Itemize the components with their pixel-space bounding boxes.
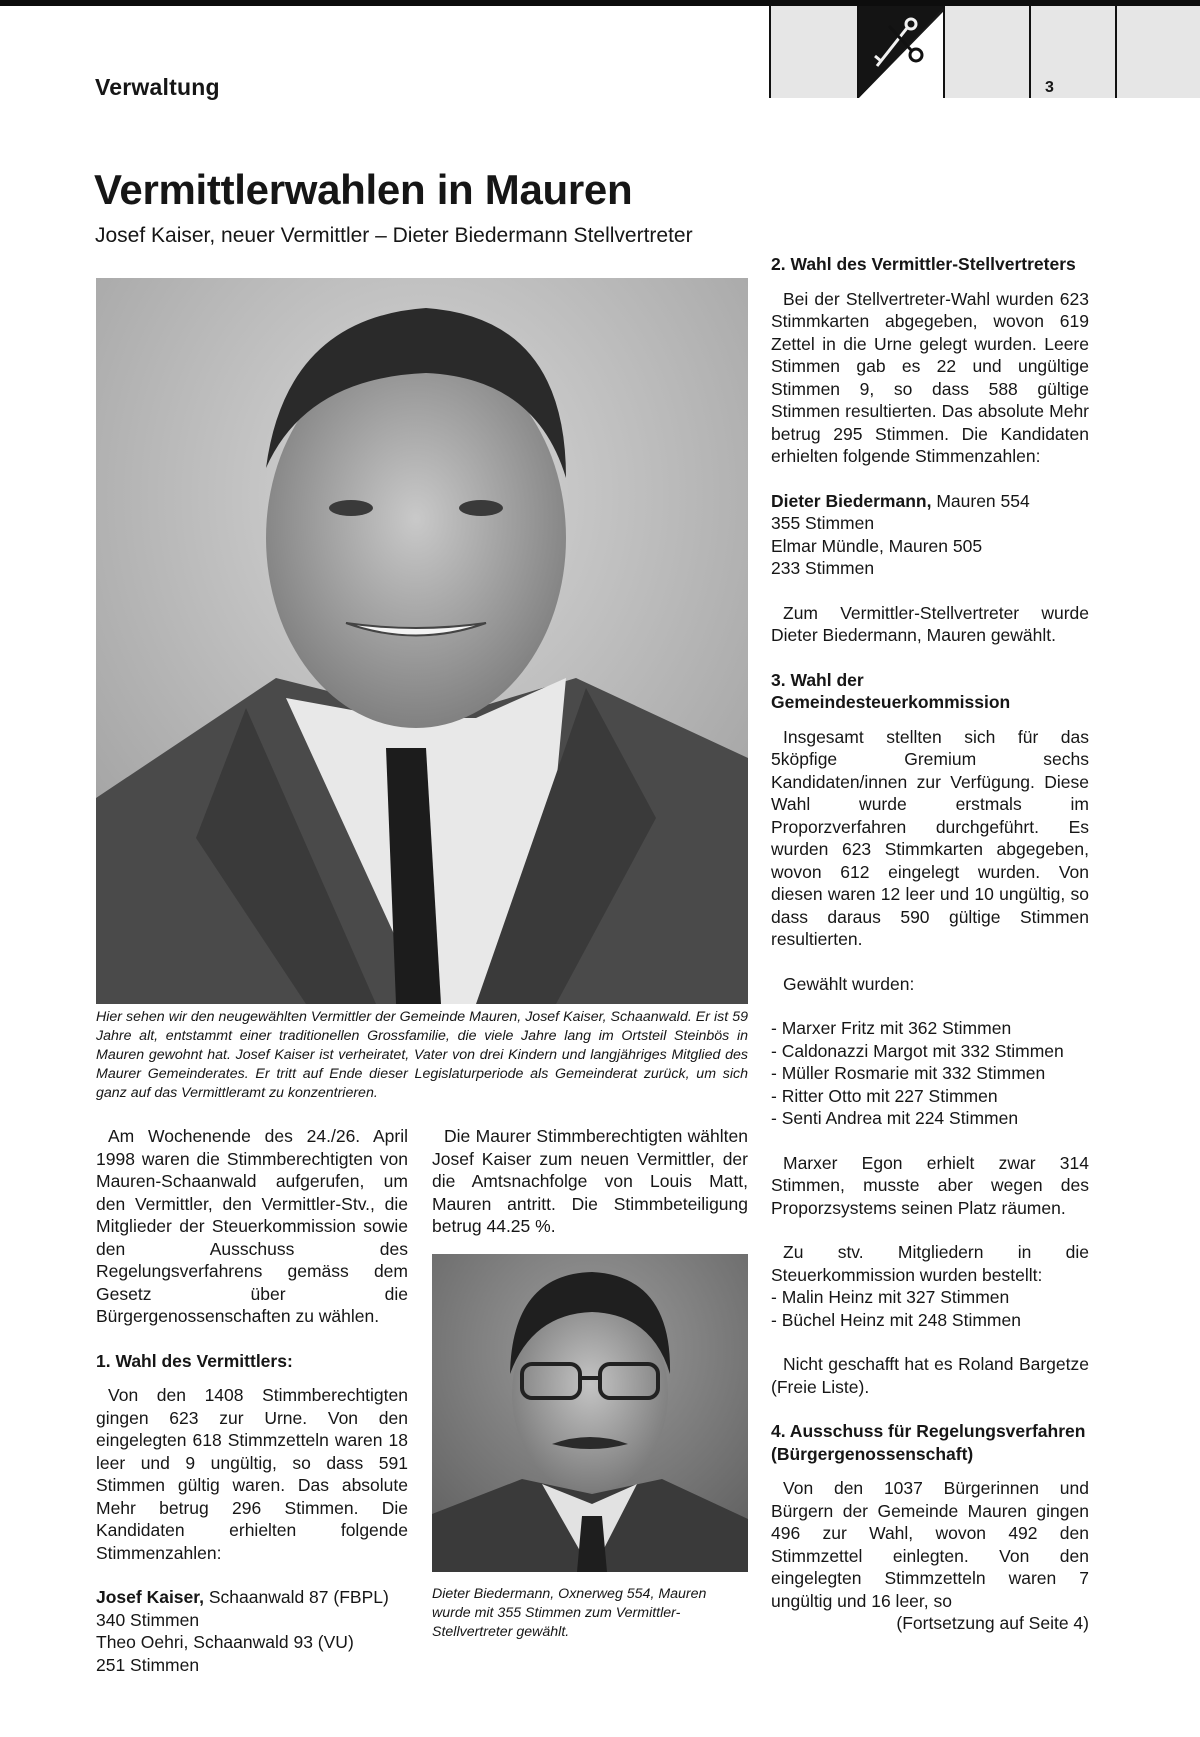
paragraph-stimmbeteiligung: Die Maurer Stimmberechtigten wählten Josef Kaiser zum neuen Vermittler, der die Amtsnachfolge von Louis Matt, Mauren antritt. Die Stimmbeteiligung betrug 44.25 %. [432, 1126, 748, 1236]
paragraph-steuerkommission: Insgesamt stellten sich für das 5köpfige Gremium sechs Kandidaten/innen zur Verfügung. Diese Wahl wurde erstmals im Proporzverfahren durchgeführt. Es wurden 623 Stimmkarten abgegeben, wovon 612 eingelegt wurden. Von diesen waren 12 leer und 10 ungültig, so dass daraus 590 gültige Stimmen resultierten. [771, 726, 1089, 949]
elected-label: Gewählt wurden: [783, 973, 915, 994]
candidate-1-votes: 340 Stimmen [96, 1609, 200, 1630]
deputy-item: - Malin Heinz mit 327 Stimmen [771, 1287, 1010, 1307]
paragraph-wahl-stellvertreter: Bei der Stellvertreter-Wahl wurden 623 Stimmkarten abgegeben, wovon 619 Zettel in die Urne gelegt wurden. Leere Stimmen gab es 22 und ungültige Stimmen 9, so dass 588 gültige Stimmen resultierten. Das absolute Mehr betrug 295 Stimmen. Die Kandidaten erhielten folgende Stimmenzahlen: [771, 288, 1089, 466]
stv-candidate-1-address: Mauren 554 [931, 490, 1030, 511]
article-title: Vermittlerwahlen in Mauren [94, 166, 633, 213]
candidate-1-address: Schaanwald 87 (FBPL) [203, 1587, 389, 1607]
intro-paragraph: Am Wochenende des 24./26. April 1998 waren die Stimmberechtigten von Mauren-Schaanwald aufgerufen, um den Vermittler, den Vermittler-Stv., die Mitglieder der Steuerkommission sowie den Ausschuss des Regelungsverfahrens gemäss dem Gesetz über die Bürgergenossenschaften zu wählen. [96, 1126, 408, 1326]
page-number: 3 [1045, 79, 1054, 96]
stv-candidate-2: Elmar Mündle, Mauren 505 [771, 535, 983, 556]
candidate-2: Theo Oehri, Schaanwald 93 (VU) [96, 1632, 354, 1652]
header-grid [769, 6, 1200, 98]
paragraph-bargetze: Nicht geschafft hat es Roland Bargetze (Freie Liste). [771, 1354, 1089, 1397]
header-cell [943, 6, 1031, 98]
stv-candidate-1-votes: 355 Stimmen [771, 513, 875, 533]
keys-emblem-icon [859, 6, 945, 98]
header-cell [769, 6, 859, 98]
heading-steuerkommission: 3. Wahl der Gemeindesteuerkommission [771, 669, 1011, 712]
photo-josef-kaiser [96, 278, 748, 1004]
stv-candidate-1-name: Dieter Biedermann, [771, 490, 932, 511]
photo-dieter-biedermann [432, 1254, 748, 1572]
article-subtitle: Josef Kaiser, neuer Vermittler – Dieter Biedermann Stellvertreter [95, 224, 693, 247]
photo-second-caption: Dieter Biedermann, Oxnerweg 554, Mauren wurde mit 355 Stimmen zum Vermittler-Stellvertreter gewählt. [432, 1586, 707, 1640]
heading-regelungsverfahren: 4. Ausschuss für Regelungsverfahren (Bürgergenossenschaft) [771, 1421, 1086, 1464]
heading-wahl-vermittler: 1. Wahl des Vermittlers: [96, 1350, 293, 1371]
stv-candidate-2-votes: 233 Stimmen [771, 558, 875, 578]
header-cell [1115, 6, 1200, 98]
paragraph-marxer-egon: Marxer Egon erhielt zwar 314 Stimmen, musste aber wegen des Proporzsystems seinen Platz räumen. [771, 1152, 1089, 1218]
emblem-cell [857, 6, 945, 98]
continued-note: (Fortsetzung auf Seite 4) [896, 1613, 1089, 1633]
candidate-2-votes: 251 Stimmen [96, 1654, 200, 1675]
candidate-1 [96, 1586, 408, 1609]
column-3 [771, 253, 1089, 1635]
heading-wahl-stellvertreter: 2. Wahl des Vermittler-Stellvertreters [771, 254, 1076, 274]
paragraph-regelungsverfahren: Von den 1037 Bürgerinnen und Bürgern der Gemeinde Mauren gingen 496 zur Wahl, wovon 492 den Stimmzettel einlegten. Von den eingelegten Stimmzetteln waren 7 ungültig und 16 leer, so [771, 1478, 1089, 1611]
elected-item: - Caldonazzi Margot mit 332 Stimmen [771, 1040, 1064, 1061]
section-label: Verwaltung [95, 74, 220, 100]
candidate-1-name: Josef Kaiser, [96, 1587, 204, 1607]
column-2 [432, 1125, 748, 1238]
elected-item: - Senti Andrea mit 224 Stimmen [771, 1108, 1019, 1128]
photo-main-caption: Hier sehen wir den neugewählten Vermittler der Gemeinde Mauren, Josef Kaiser, Schaanwald. Er ist 59 Jahre alt, entstammt einer traditionellen Grossfamilie, die viele Jahre lang im Ortsteil Steinbös in Mauren gewohnt hat. Josef Kaiser ist verheiratet, Vater von drei Kindern und langjähriges Mitglied des Maurer Gemeinderates. Er tritt auf Ende dieser Legislaturperiode als Gemeinderat zurück, um sich ganz auf das Vermittleramt zu konzentrieren. [96, 1009, 748, 1101]
deputies-label: Zu stv. Mitgliedern in die Steuerkommission wurden bestellt: [771, 1242, 1089, 1285]
result-stellvertreter: Zum Vermittler-Stellvertreter wurde Dieter Biedermann, Mauren gewählt. [771, 602, 1089, 645]
paragraph-wahl-vermittler: Von den 1408 Stimmberechtigten gingen 623 zur Urne. Von den eingelegten 618 Stimmzetteln waren 18 leer und 9 ungültig, so dass 591 Stimmen gültig waren. Das absolute Mehr betrug 296 Stimmen. Die Kandidaten erhielten folgende Stimmenzahlen: [96, 1385, 408, 1563]
elected-item: - Ritter Otto mit 227 Stimmen [771, 1085, 998, 1106]
elected-item: - Marxer Fritz mit 362 Stimmen [771, 1018, 1012, 1038]
column-1 [96, 1125, 408, 1676]
header-cell [1029, 6, 1117, 98]
deputy-item: - Büchel Heinz mit 248 Stimmen [771, 1309, 1021, 1330]
stv-candidate-1 [771, 490, 1089, 513]
elected-item: - Müller Rosmarie mit 332 Stimmen [771, 1063, 1046, 1083]
